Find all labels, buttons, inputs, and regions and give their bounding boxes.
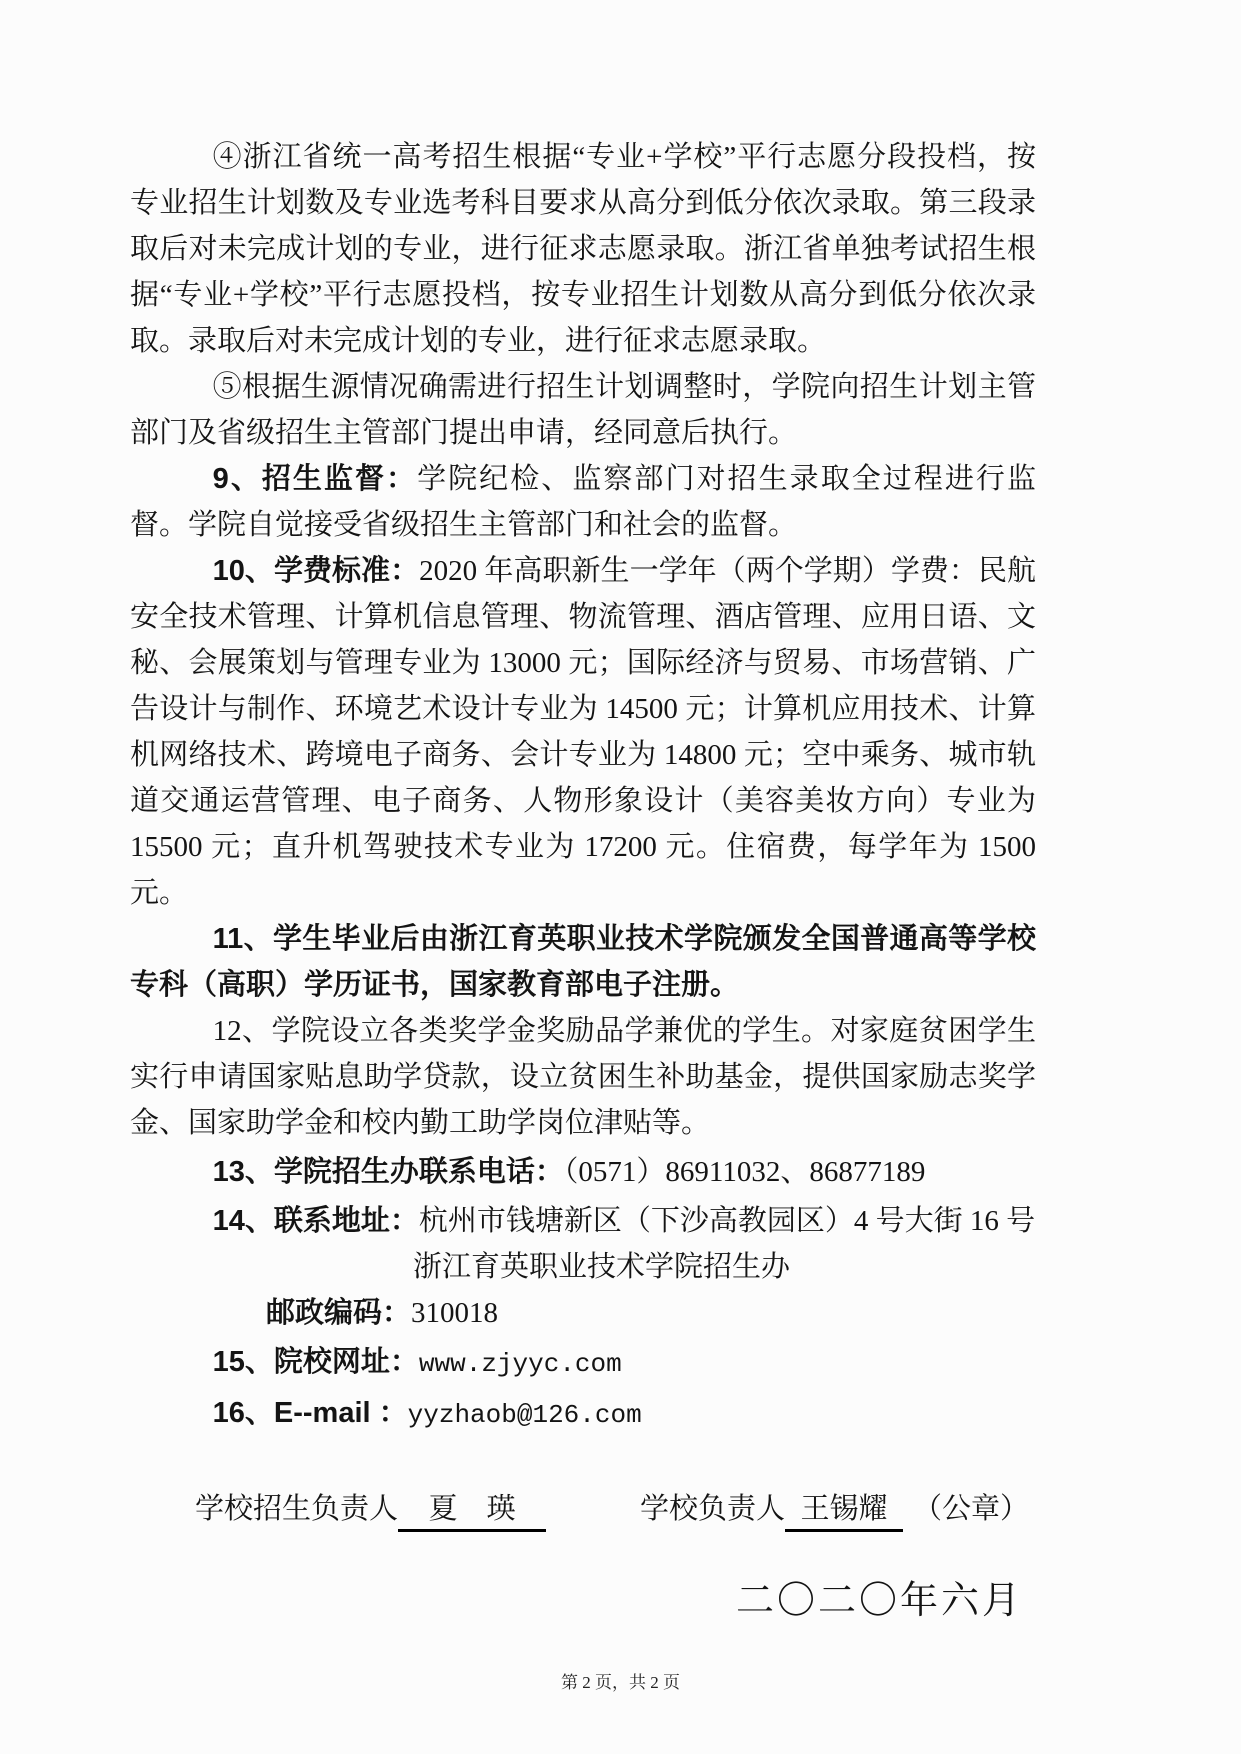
document-date: 二〇二〇年六月	[736, 1580, 1024, 1622]
item-10-label: 10、学费标准：	[212, 555, 420, 587]
item-9-label: 9、招生监督：	[212, 463, 418, 495]
item-9-recruitment-supervision	[130, 456, 1036, 548]
paragraph-clause-5-text: ⑤根据生源情况确需进行招生计划调整时，学院向招生计划主管部门及省级招生主管部门提出申请，经同意后执行。	[130, 371, 1036, 449]
paragraph-clause-5	[130, 364, 1036, 456]
item-15-website	[130, 1339, 1036, 1387]
item-15-url: www.zjyyc.com	[418, 1349, 622, 1379]
item-11-diploma	[130, 916, 1036, 1008]
paragraph-clause-4	[130, 134, 1036, 364]
item-13-phone-numbers: （0571）86911032、86877189	[563, 1156, 926, 1188]
item-14-address-line1: 杭州市钱塘新区（下沙高教园区）4 号大街 16 号	[418, 1205, 1036, 1237]
admissions-officer-label: 学校招生负责人	[195, 1493, 399, 1525]
principal-label: 学校负责人	[640, 1493, 786, 1525]
item-13-contact-phone	[130, 1149, 1036, 1195]
postal-code-label: 邮政编码：	[266, 1297, 412, 1329]
paragraph-clause-4-text: ④浙江省统一高考招生根据“专业+学校”平行志愿分段投档，按专业招生计划数及专业选考科目要求从高分到低分依次录取。第三段录取后对未完成计划的专业，进行征求志愿录取。浙江省单独考试招生根据“专业+学校”平行志愿投档，按专业招生计划数从高分到低分依次录取。录取后对未完成计划的专业，进行征求志愿录取。	[130, 141, 1036, 357]
item-14-label: 14、联系地址：	[212, 1205, 419, 1237]
official-seal-note: （公章）	[913, 1493, 1030, 1525]
item-14-address-line2: 浙江育英职业技术学院招生办	[413, 1251, 791, 1283]
item-10-tuition-standard	[130, 548, 1036, 916]
item-13-label: 13、学院招生办联系电话：	[212, 1156, 564, 1188]
item-12-text: 12、学院设立各类奖学金奖励品学兼优的学生。对家庭贫困学生实行申请国家贴息助学贷款，设立贫困生补助基金，提供国家励志奖学金、国家助学金和校内勤工助学岗位津贴等。	[130, 1015, 1036, 1139]
item-14-address-line2-row	[130, 1244, 1036, 1290]
item-16-email	[130, 1390, 1036, 1438]
document-body	[130, 134, 1036, 1624]
postal-code-row	[130, 1290, 1036, 1336]
item-11-text: 11、学生毕业后由浙江育英职业技术学院颁发全国普通高等学校专科（高职）学历证书，国家教育部电子注册。	[130, 923, 1036, 1001]
signature-row	[195, 1486, 1036, 1532]
item-12-scholarships	[130, 1008, 1036, 1146]
item-9-text: 学院纪检、监察部门对招生录取全过程进行监督。学院自觉接受省级招生主管部门和社会的监督。	[130, 463, 1036, 541]
item-10-text: 2020 年高职新生一学年（两个学期）学费：民航安全技术管理、计算机信息管理、物流管理、酒店管理、应用日语、文秘、会展策划与管理专业为 13000 元；国际经济与贸易、市场营销、广告设计与制作、环境艺术设计专业为 14500 元；计算机应用技术、计算机网络技术、跨境电子商务、会计专业为 14800 元；空中乘务、城市轨道交通运营管理、电子商务、人物形象设计（美容美妆方向）专业为 15500 元；直升机驾驶技术专业为 17200 元。住宿费，每学年为 1500 元。	[130, 555, 1036, 909]
postal-code-value: 310018	[411, 1297, 499, 1329]
item-15-label: 15、院校网址：	[212, 1346, 419, 1378]
item-16-label: 16、E--mail ：	[212, 1397, 408, 1429]
admissions-officer-name: 夏 瑛	[398, 1489, 546, 1532]
principal-name: 王锡耀	[785, 1489, 903, 1532]
page-number-footer: 第 2 页，共 2 页	[561, 1673, 680, 1692]
item-16-email-address: yyzhaob@126.com	[407, 1400, 642, 1430]
item-14-contact-address	[130, 1198, 1036, 1244]
